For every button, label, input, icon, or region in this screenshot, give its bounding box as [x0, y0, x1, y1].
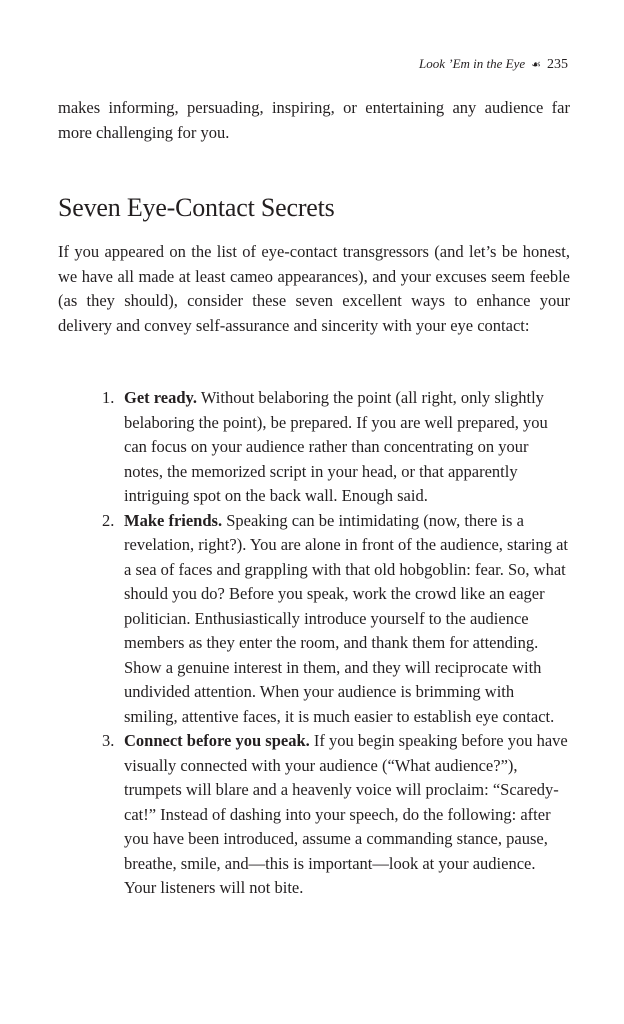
list-item-title: Connect before you speak. — [124, 731, 310, 750]
list-item-number: 2. — [102, 510, 115, 530]
list-item — [102, 509, 568, 730]
continued-paragraph: makes informing, persuading, inspiring, or entertaining any audience far more challenging for you. — [58, 98, 570, 142]
list-item-body: If you begin speaking before you have visually connected with your audience (“What audience?”), trumpets will blare and a heavenly voice will proclaim: “Scaredy-cat!” Instead of dashing into your speech, do the following: after you have been introduced, assume a commanding stance, pause, breathe, smile, and—this is important—look at your audience. Your listeners will not bite. — [124, 731, 568, 897]
intro-paragraph: If you appeared on the list of eye-contact transgressors (and let’s be honest, we have all made at least cameo appearances), and your excuses seem feeble (as they should), consider these seven excellent ways to enhance your delivery and convey self-assurance and sincerity with your eye contact: — [58, 242, 570, 335]
list-item — [102, 386, 568, 509]
list-item-title: Get ready. — [124, 388, 198, 407]
list-item-number: 3. — [102, 731, 115, 750]
running-title: Look ’Em in the Eye — [418, 56, 526, 71]
running-head — [419, 56, 568, 73]
secrets-list — [102, 386, 568, 901]
list-item-body: Speaking can be intimidating (now, there is a revelation, right?). You are alone in front of the audience, staring at a sea of faces and grappling with that old hobgoblin: fear. So, what should you do? Before you speak, work the crowd like an eager politician. Enthusiastically introduce yourself to the audience members as they enter the room, and thank them for attending. Show a genuine interest in them, and they will reciprocate with undivided attention. When your audience is brimming with smiling, attentive faces, it is much easier to establish eye contact. — [124, 510, 568, 726]
list-item-number: 1. — [102, 388, 115, 407]
page-number: 235 — [547, 57, 568, 72]
list-item-body: Without belaboring the point (all right, only slightly belaboring the point), be prepared. If you are well prepared, you can focus on your audience rather than concentrating on your notes, the memorized script in your head, or that apparently intriguing spot on the back wall. Enough said. — [124, 388, 548, 505]
leaf-ornament-icon: ☙ — [531, 59, 541, 71]
section-heading: Seven Eye-Contact Secrets — [58, 193, 335, 222]
list-item — [102, 729, 568, 901]
list-item-title: Make friends. — [124, 510, 223, 530]
